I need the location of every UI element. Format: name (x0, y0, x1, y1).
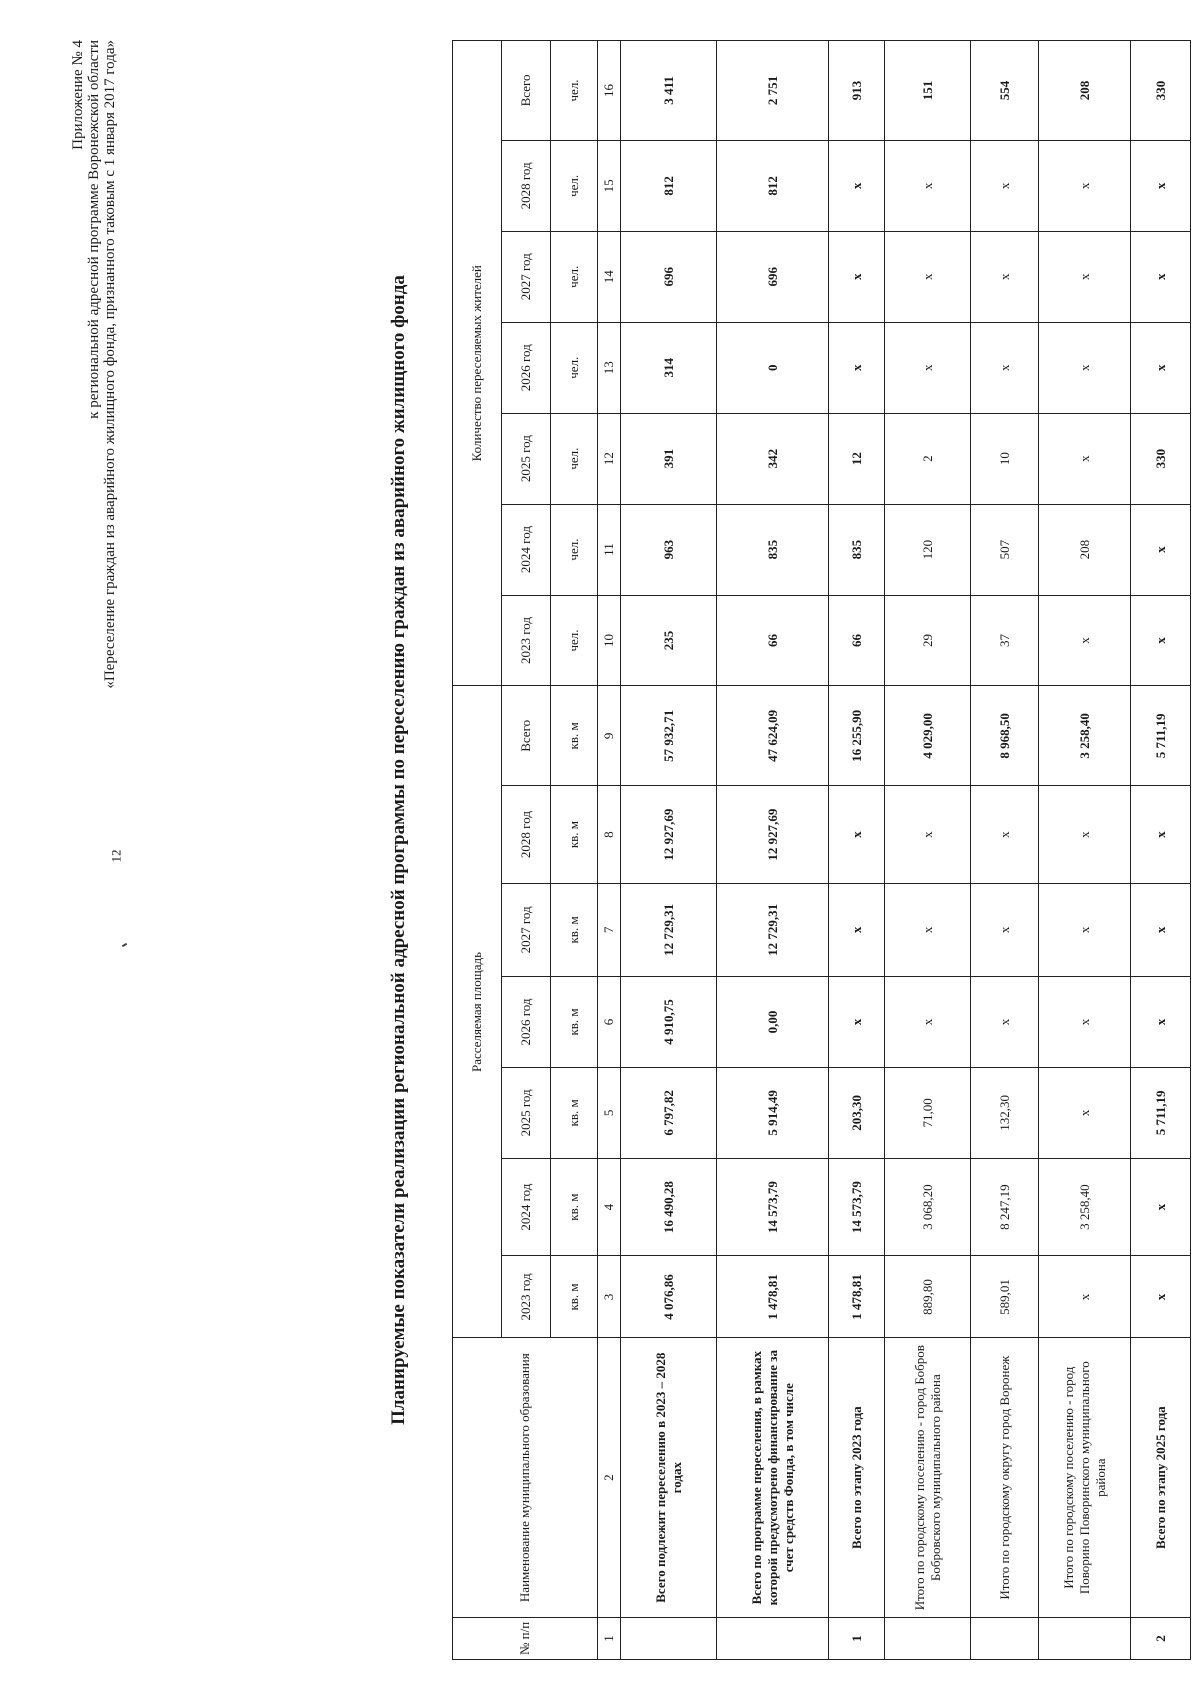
area-year-header: 2027 год (502, 883, 551, 976)
col-number: 3 (598, 1256, 621, 1338)
area-cell: x (1131, 1256, 1191, 1338)
people-cell: x (1131, 140, 1191, 231)
area-cell: x (1131, 1158, 1191, 1256)
indicators-table (452, 40, 1191, 1660)
people-cell: x (971, 322, 1039, 413)
area-cell: x (829, 883, 885, 976)
col-number: 4 (598, 1158, 621, 1256)
area-cell: 1 478,81 (717, 1256, 829, 1338)
people-cell: 120 (885, 504, 971, 595)
area-cell: 12 729,31 (717, 883, 829, 976)
people-year-header: 2023 год (502, 595, 551, 686)
people-total-cell: 554 (971, 41, 1039, 141)
area-total-cell: 5 711,19 (1131, 686, 1191, 786)
people-cell: 29 (885, 595, 971, 686)
area-cell: 14 573,79 (829, 1158, 885, 1256)
area-cell: 3 258,40 (1039, 1158, 1131, 1256)
people-cell: 835 (717, 504, 829, 595)
col-number: 1 (598, 1617, 621, 1659)
area-cell: x (1131, 976, 1191, 1067)
area-cell: x (1131, 883, 1191, 976)
row-name: Всего по этапу 2025 года (1131, 1338, 1191, 1617)
row-number: 1 (829, 1617, 885, 1659)
row-name: Всего по программе переселения, в рамках которой предусмотрено финансирование за счет средств Фонда, в том числе (717, 1338, 829, 1617)
col-number: 14 (598, 231, 621, 322)
header-people-group: Количество переселяемых жителей (453, 41, 502, 686)
col-number: 13 (598, 322, 621, 413)
people-cell: 835 (829, 504, 885, 595)
area-cell: 3 068,20 (885, 1158, 971, 1256)
area-cell: x (885, 883, 971, 976)
header-row-groups (453, 41, 502, 1660)
area-cell: 12 927,69 (717, 786, 829, 884)
unit-people: чел. (551, 140, 598, 231)
people-cell: x (885, 140, 971, 231)
col-number: 2 (598, 1338, 621, 1617)
area-total-cell: 8 968,50 (971, 686, 1039, 786)
people-cell: 812 (717, 140, 829, 231)
people-cell: x (1131, 504, 1191, 595)
col-number: 7 (598, 883, 621, 976)
col-number: 16 (598, 41, 621, 141)
header-num: № п/п (453, 1617, 598, 1659)
people-cell: 66 (829, 595, 885, 686)
col-number: 9 (598, 686, 621, 786)
people-cell: x (1039, 322, 1131, 413)
people-cell: x (1039, 595, 1131, 686)
table-row (829, 41, 885, 1660)
row-number: 2 (1131, 1617, 1191, 1659)
people-cell: 342 (717, 413, 829, 504)
area-cell: 1 478,81 (829, 1256, 885, 1338)
area-total-cell: 3 258,40 (1039, 686, 1131, 786)
table-row (971, 41, 1039, 1660)
area-cell: x (885, 786, 971, 884)
area-total-cell: 47 624,09 (717, 686, 829, 786)
area-cell: x (1131, 786, 1191, 884)
people-cell: x (829, 322, 885, 413)
people-cell: 696 (621, 231, 717, 322)
row-name: Всего по этапу 2023 года (829, 1338, 885, 1617)
area-cell: 5 914,49 (717, 1067, 829, 1158)
people-year-header: 2026 год (502, 322, 551, 413)
appendix-line-3: «Переселение граждан из аварийного жилищного фонда, признанного таковым с 1 января 2017 года» (102, 40, 118, 689)
rotated-sheet (70, 40, 1168, 1660)
people-total-cell: 151 (885, 41, 971, 141)
table-row (621, 41, 717, 1660)
appendix-line-2: к региональной адресной программе Воронежской области (86, 40, 102, 419)
area-cell: x (1039, 786, 1131, 884)
area-cell: x (1039, 1067, 1131, 1158)
unit-area: кв. м (551, 686, 598, 786)
area-cell: x (1039, 1256, 1131, 1338)
area-cell: 889,80 (885, 1256, 971, 1338)
unit-people: чел. (551, 231, 598, 322)
area-cell: 5 711,19 (1131, 1067, 1191, 1158)
area-total-cell: 57 932,71 (621, 686, 717, 786)
people-cell: x (885, 322, 971, 413)
area-year-header: 2023 год (502, 1256, 551, 1338)
area-cell: 132,30 (971, 1067, 1039, 1158)
unit-people: чел. (551, 322, 598, 413)
col-number: 6 (598, 976, 621, 1067)
people-cell: 812 (621, 140, 717, 231)
unit-area: кв. м (551, 786, 598, 884)
people-cell: x (829, 140, 885, 231)
area-cell: 71,00 (885, 1067, 971, 1158)
row-number (621, 1617, 717, 1659)
people-cell: 0 (717, 322, 829, 413)
col-number: 8 (598, 786, 621, 884)
people-year-header: 2028 год (502, 140, 551, 231)
unit-area: кв. м (551, 1256, 598, 1338)
row-name: Итого по городскому округу город Воронеж (971, 1338, 1039, 1617)
area-cell: 4 076,86 (621, 1256, 717, 1338)
people-cell: x (1039, 140, 1131, 231)
people-cell: 507 (971, 504, 1039, 595)
people-cell: x (1131, 595, 1191, 686)
area-total-cell: 4 029,00 (885, 686, 971, 786)
header-name: Наименование муниципального образования (453, 1338, 598, 1617)
people-year-header: 2027 год (502, 231, 551, 322)
area-cell: 12 927,69 (621, 786, 717, 884)
area-cell: 6 797,82 (621, 1067, 717, 1158)
people-cell: 12 (829, 413, 885, 504)
people-cell: 235 (621, 595, 717, 686)
people-cell: 963 (621, 504, 717, 595)
area-cell: 16 490,28 (621, 1158, 717, 1256)
area-year-header: 2024 год (502, 1158, 551, 1256)
area-cell: x (885, 976, 971, 1067)
row-name: Всего подлежит переселению в 2023 – 2028 годах (621, 1338, 717, 1617)
header-area-group: Расселяемая площадь (453, 686, 502, 1338)
area-cell: 589,01 (971, 1256, 1039, 1338)
area-year-header: 2026 год (502, 976, 551, 1067)
area-cell: x (971, 883, 1039, 976)
unit-people: чел. (551, 595, 598, 686)
area-cell: x (1039, 976, 1131, 1067)
people-total-cell: 3 411 (621, 41, 717, 141)
people-cell: x (885, 231, 971, 322)
document-title: Планируемые показатели реализации региональной адресной программы по переселению граждан из аварийного жилищного фонда (388, 275, 409, 1425)
people-total-header: Всего (502, 41, 551, 141)
area-cell: x (971, 976, 1039, 1067)
people-cell: x (971, 231, 1039, 322)
col-number: 15 (598, 140, 621, 231)
column-number-row (598, 41, 621, 1660)
area-cell: 8 247,19 (971, 1158, 1039, 1256)
people-cell: x (1131, 231, 1191, 322)
col-number: 11 (598, 504, 621, 595)
area-total-cell: 16 255,90 (829, 686, 885, 786)
area-year-header: 2028 год (502, 786, 551, 884)
people-cell: 314 (621, 322, 717, 413)
unit-people: чел. (551, 41, 598, 141)
area-cell: 14 573,79 (717, 1158, 829, 1256)
unit-area: кв. м (551, 976, 598, 1067)
row-name: Итого по городскому поселению - город Бобров Бобровского муниципального района (885, 1338, 971, 1617)
area-cell: 4 910,75 (621, 976, 717, 1067)
people-cell: x (971, 140, 1039, 231)
table-row (885, 41, 971, 1660)
area-cell: x (829, 786, 885, 884)
people-cell: 330 (1131, 413, 1191, 504)
col-number: 12 (598, 413, 621, 504)
people-cell: 37 (971, 595, 1039, 686)
table-row (717, 41, 829, 1660)
people-cell: 66 (717, 595, 829, 686)
col-number: 10 (598, 595, 621, 686)
people-cell: x (1039, 231, 1131, 322)
people-cell: 2 (885, 413, 971, 504)
area-cell: 203,30 (829, 1067, 885, 1158)
area-year-header: 2025 год (502, 1067, 551, 1158)
people-total-cell: 2 751 (717, 41, 829, 141)
people-cell: 208 (1039, 504, 1131, 595)
people-cell: 696 (717, 231, 829, 322)
people-year-header: 2025 год (502, 413, 551, 504)
area-total-header: Всего (502, 686, 551, 786)
appendix-line-1: Приложение № 4 (70, 40, 86, 150)
table-row (1039, 41, 1131, 1660)
people-cell: x (829, 231, 885, 322)
people-total-cell: 913 (829, 41, 885, 141)
table-row (1131, 41, 1191, 1660)
unit-area: кв. м (551, 1158, 598, 1256)
row-number (1039, 1617, 1131, 1659)
area-cell: x (829, 976, 885, 1067)
unit-people: чел. (551, 413, 598, 504)
row-name: Итого по городскому поселению - город Поворино Поворинского муниципального района (1039, 1338, 1131, 1617)
area-cell: 12 729,31 (621, 883, 717, 976)
unit-area: кв. м (551, 1067, 598, 1158)
people-total-cell: 330 (1131, 41, 1191, 141)
row-number (971, 1617, 1039, 1659)
people-cell: 10 (971, 413, 1039, 504)
area-cell: x (1039, 883, 1131, 976)
unit-area: кв. м (551, 883, 598, 976)
people-cell: 391 (621, 413, 717, 504)
area-cell: 0,00 (717, 976, 829, 1067)
people-year-header: 2024 год (502, 504, 551, 595)
people-total-cell: 208 (1039, 41, 1131, 141)
unit-people: чел. (551, 504, 598, 595)
area-cell: x (971, 786, 1039, 884)
row-number (717, 1617, 829, 1659)
page-number: 12 (108, 849, 124, 863)
people-cell: x (1039, 413, 1131, 504)
col-number: 5 (598, 1067, 621, 1158)
appendix-note (70, 40, 118, 689)
people-cell: x (1131, 322, 1191, 413)
row-number (885, 1617, 971, 1659)
